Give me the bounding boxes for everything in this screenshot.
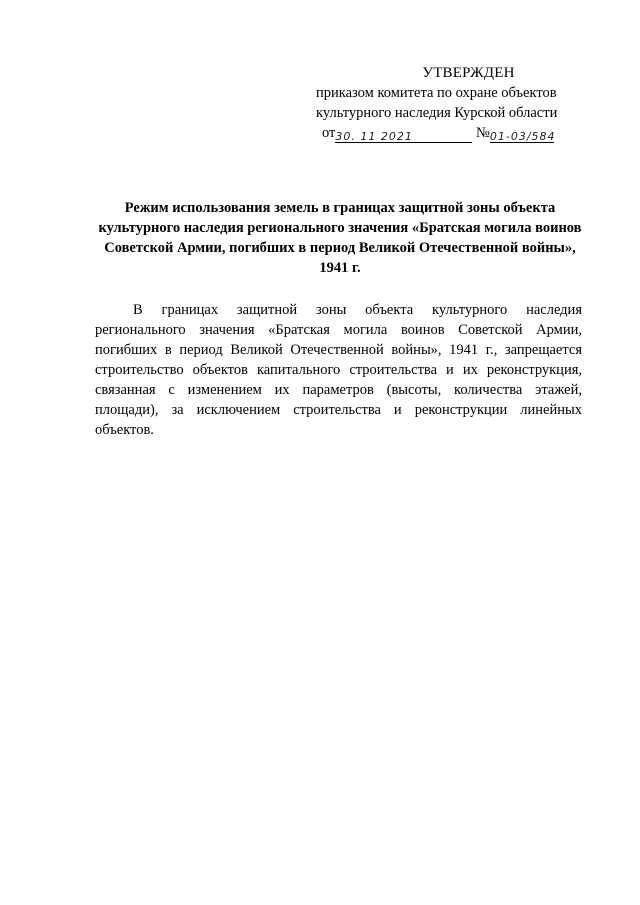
number-prefix: №: [476, 125, 490, 141]
date-prefix: от: [322, 125, 336, 141]
handwritten-date: 30. 11 2021: [335, 130, 413, 143]
document-paragraph: В границах защитной зоны объекта культурного наследия регионального значения «Братская могила воинов Советской Армии, погибших в период Великой Отечественной войны», 1941 г., запрещается строительство объектов капитального строительства и их реконструкция, связанная с изменением их параметров (высоты, количества этажей, площади), за исключением строительства и реконструкции линейных объектов.: [95, 302, 582, 438]
approval-order-line: приказом комитета по охране объектов: [316, 85, 557, 101]
document-heading: Режим использования земель в границах защитной зоны объекта культурного наследия регионального значения «Братская могила воинов Советской Армии, погибших в период Великой Отечественной войны», 1941 г.: [98, 200, 582, 276]
approval-title: УТВЕРЖДЕН: [422, 65, 515, 81]
date-field: [335, 126, 472, 143]
handwritten-number: 01-03/584: [489, 130, 556, 143]
number-field: [490, 126, 554, 143]
approval-stamp-block: [316, 63, 591, 143]
approval-date-number-line: [316, 123, 591, 143]
approval-committee-line: культурного наследия Курской области: [316, 105, 558, 121]
